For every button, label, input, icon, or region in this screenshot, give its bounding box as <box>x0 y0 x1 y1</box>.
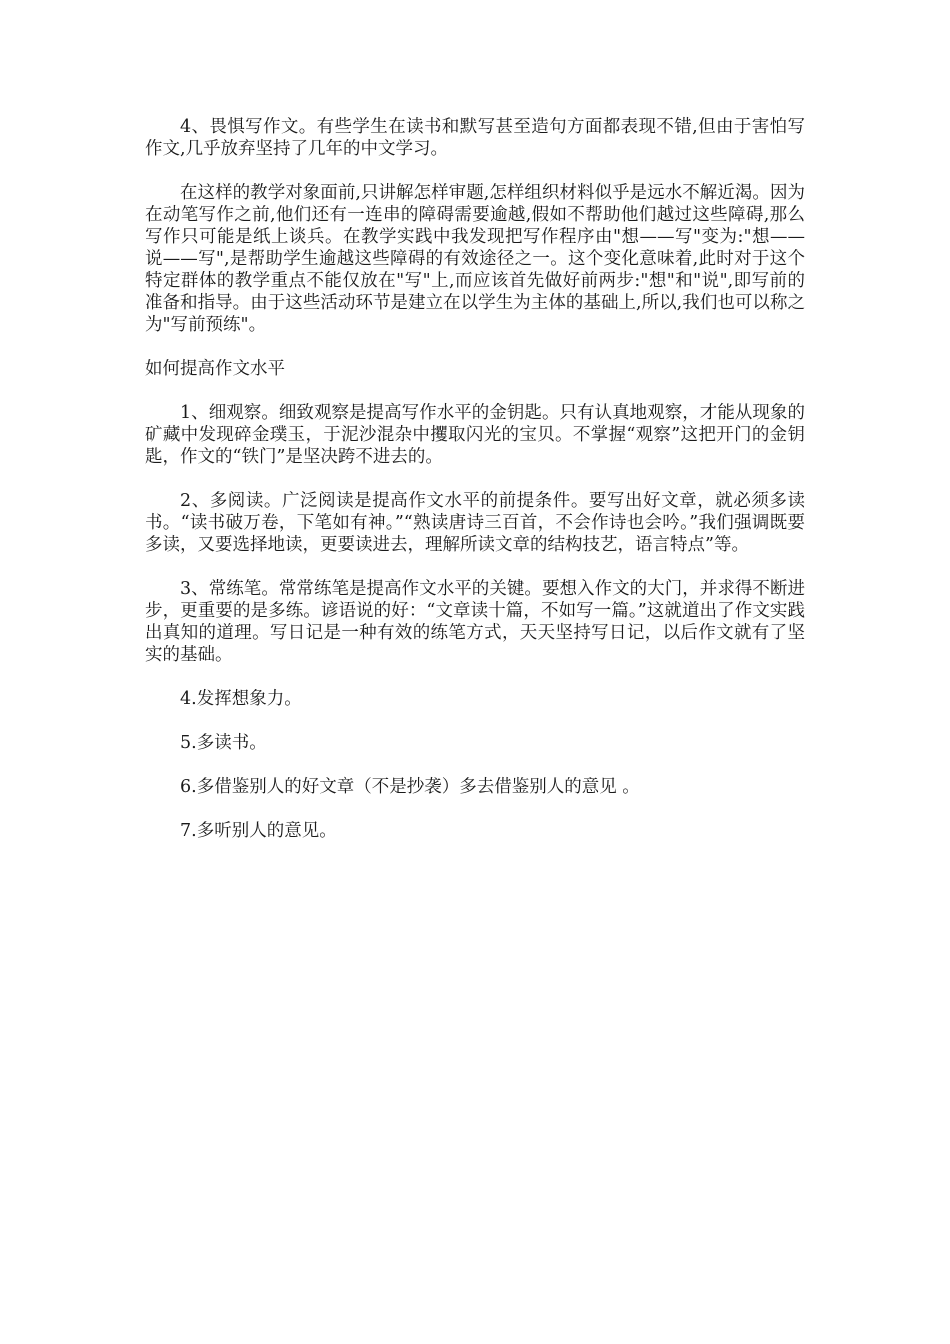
document-body <box>145 116 805 864</box>
paragraph-tip-imagination: 4.发挥想象力。 <box>180 689 302 709</box>
paragraph-tip-read-more: 5.多读书。 <box>180 733 267 753</box>
paragraph-fear-of-writing: 4、畏惧写作文。有些学生在读书和默写甚至造句方面都表现不错,但由于害怕写作文,几乎放弃坚持了几年的中文学习。 <box>145 117 805 159</box>
paragraph-tip-observe: 1、细观察。细致观察是提高写作水平的金钥匙。只有认真地观察，才能从现象的矿藏中发现碎金璞玉，于泥沙混杂中攫取闪光的宝贝。不掌握“观察”这把开门的金钥匙，作文的“铁门”是坚决跨不进去的。 <box>145 403 805 467</box>
paragraph-tip-read: 2、多阅读。广泛阅读是提高作文水平的前提条件。要写出好文章，就必须多读书。“读书破万卷，下笔如有神。”“熟读唐诗三百首，不会作诗也会吟。”我们强调既要多读，又要选择地读，更要读进去，理解所读文章的结构技艺，语言特点”等。 <box>145 491 805 555</box>
paragraph-tip-learn-from-others: 6.多借鉴别人的好文章（不是抄袭）多去借鉴别人的意见 。 <box>180 777 640 797</box>
paragraph-teaching-approach: 在这样的教学对象面前,只讲解怎样审题,怎样组织材料似乎是远水不解近渴。因为在动笔写作之前,他们还有一连串的障碍需要逾越,假如不帮助他们越过这些障碍,那么写作只可能是纸上谈兵。在教学实践中我发现把写作程序由"想——写"变为:"想——说——写",是帮助学生逾越这些障碍的有效途径之一。这个变化意味着,此时对于这个特定群体的教学重点不能仅放在"写"上,而应该首先做好前两步:"想"和"说",即写前的准备和指导。由于这些活动环节是建立在以学生为主体的基础上,所以,我们也可以称之为"写前预练"。 <box>145 183 805 335</box>
paragraph-tip-practice: 3、常练笔。常常练笔是提高作文水平的关键。要想入作文的大门，并求得不断进步，更重要的是多练。谚语说的好：“文章读十篇，不如写一篇。”这就道出了作文实践出真知的道理。写日记是一种有效的练笔方式，天天坚持写日记，以后作文就有了坚实的基础。 <box>145 579 805 665</box>
section-heading: 如何提高作文水平 <box>145 359 285 379</box>
paragraph-tip-listen: 7.多听别人的意见。 <box>180 821 337 841</box>
